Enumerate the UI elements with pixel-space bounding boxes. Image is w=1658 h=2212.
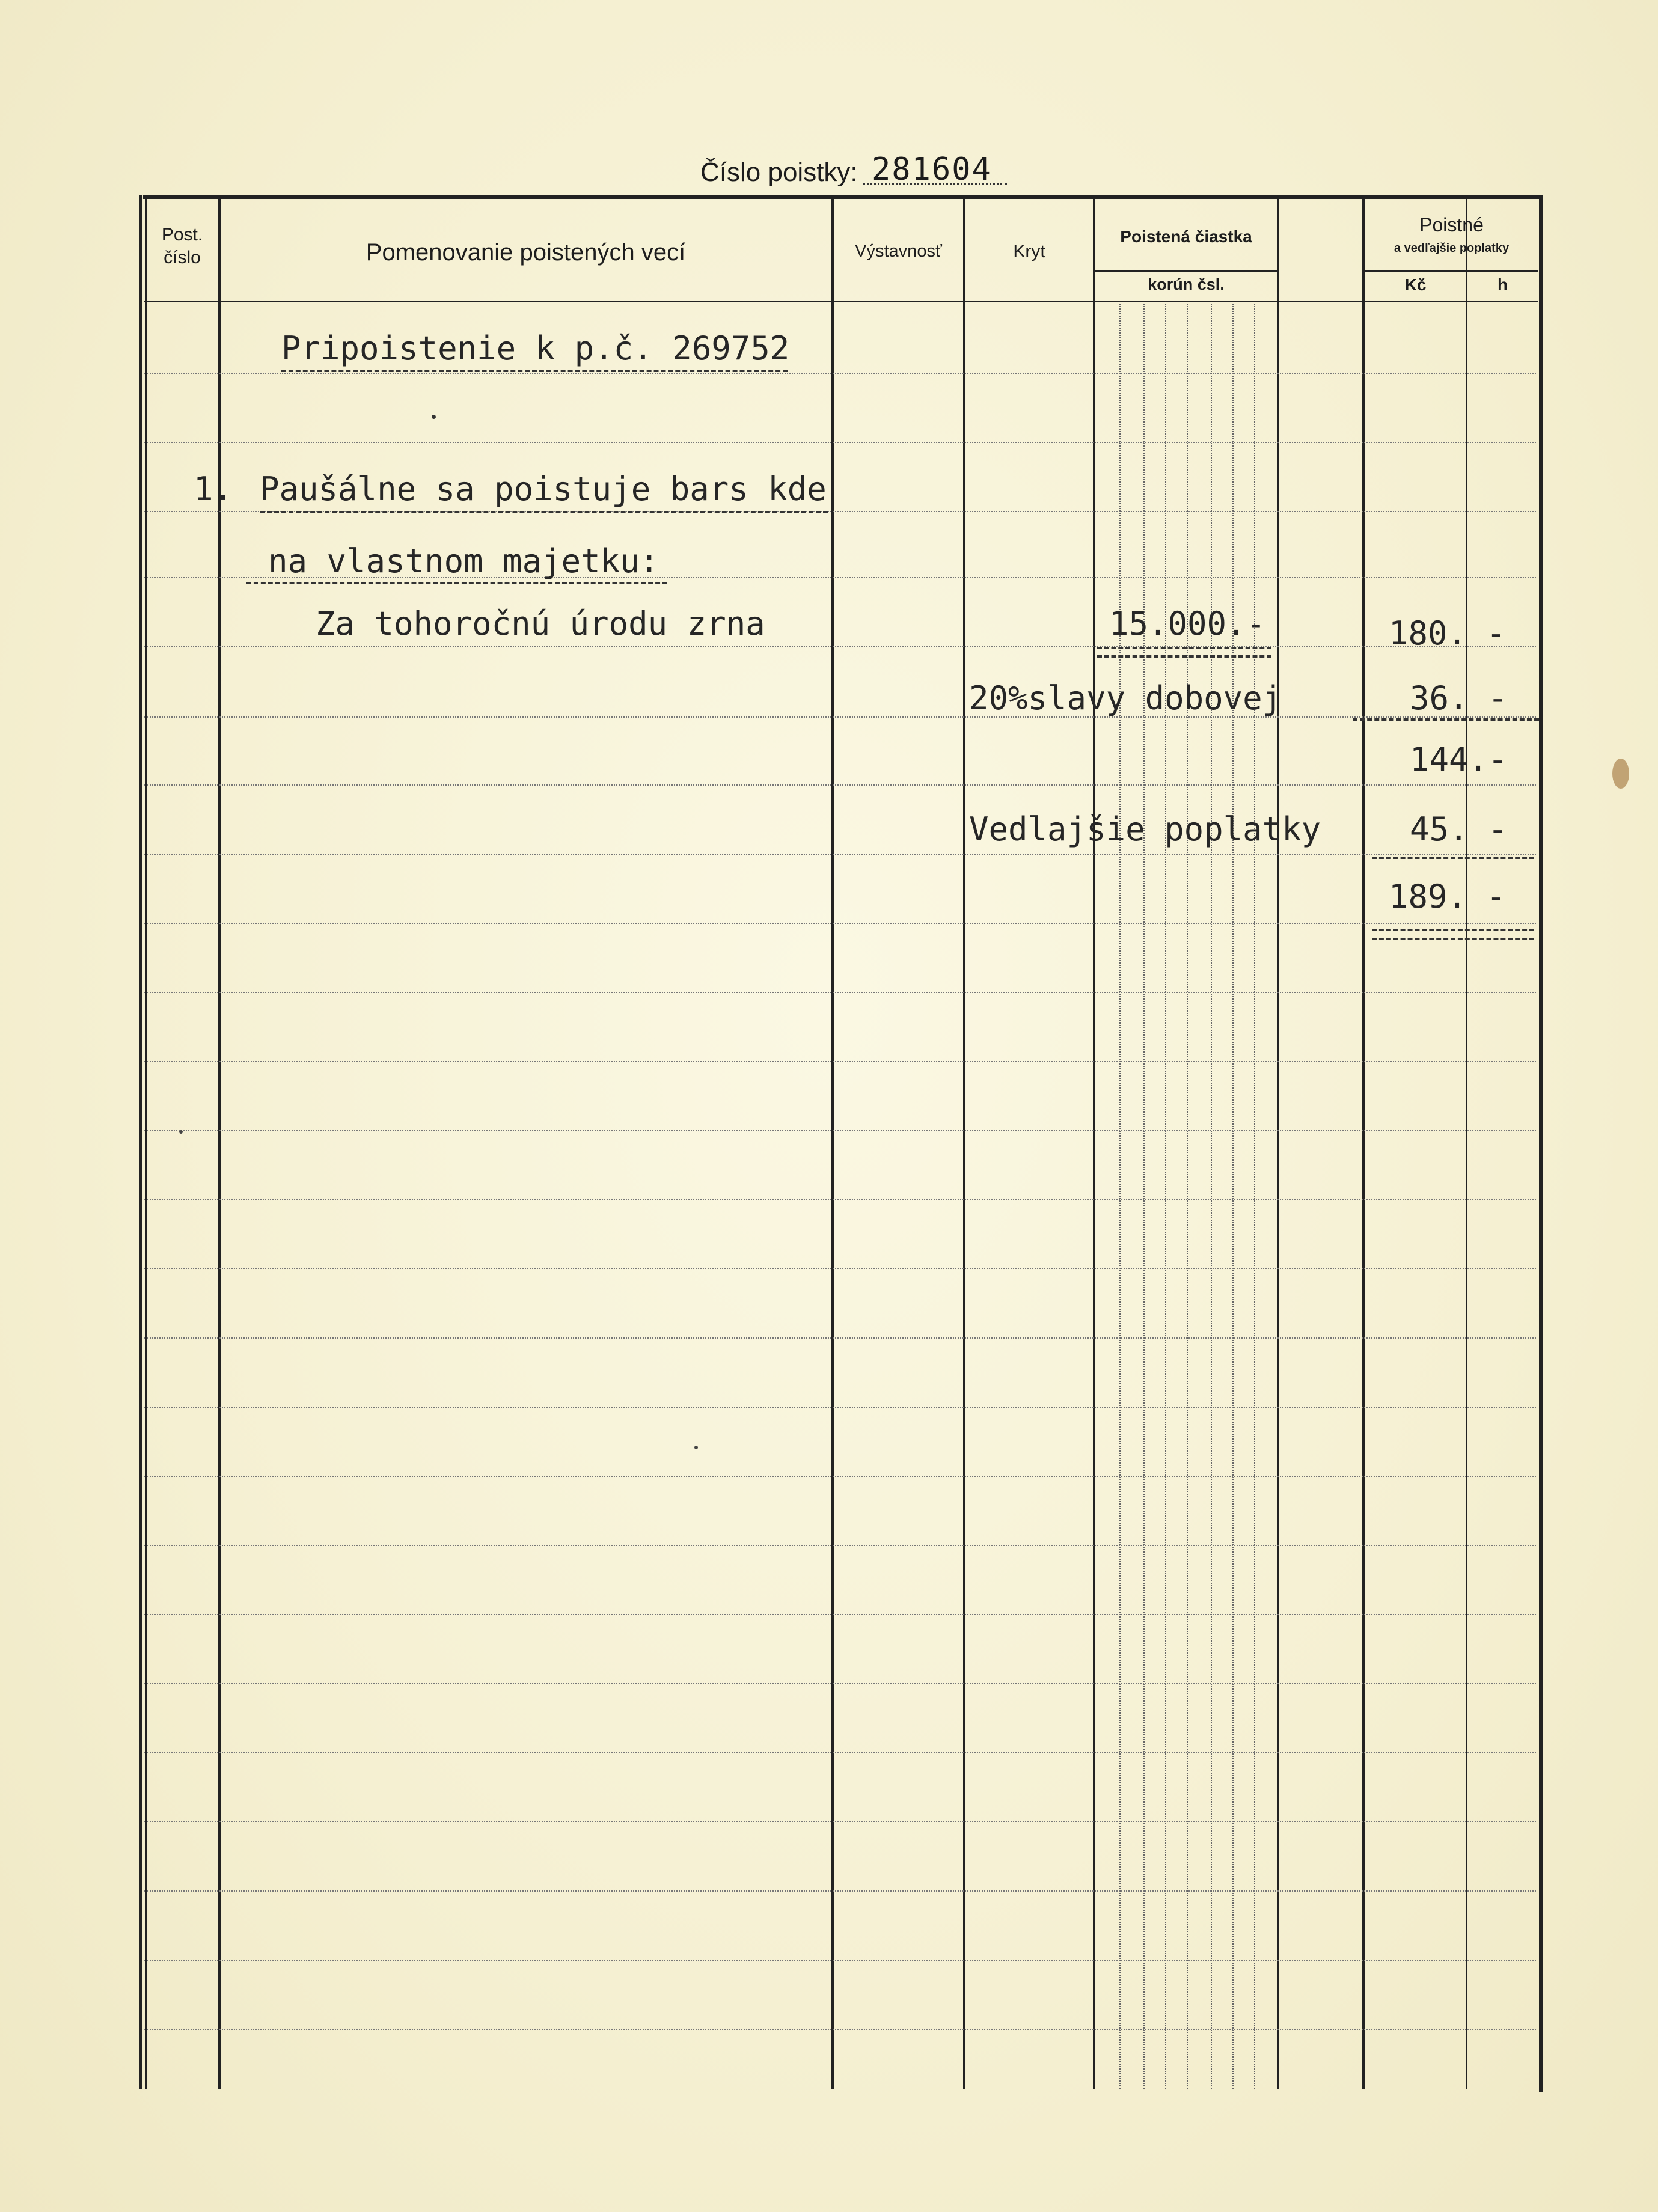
column-rule-blank (1362, 199, 1365, 2089)
ink-speck (432, 415, 436, 419)
premium-180: 180. - (1389, 614, 1507, 652)
column-rule-ciastka (1277, 199, 1279, 2089)
row-rule (144, 1890, 1536, 1892)
column-header-h: h (1497, 275, 1508, 294)
line-1-underline (260, 511, 828, 513)
row-rule (144, 923, 1536, 924)
row-rule (144, 1337, 1536, 1339)
policy-number-dotted-line (863, 183, 1007, 185)
poistne-subheader-rule (1363, 270, 1538, 272)
digit-grid-line (1119, 301, 1121, 2089)
row-rule (144, 646, 1536, 647)
column-header-kc: Kč (1404, 275, 1427, 294)
row-rule (144, 716, 1536, 718)
column-header-post-cislo: Post. číslo (161, 225, 203, 267)
title-underline (281, 370, 788, 372)
premium-45: 45. - (1410, 810, 1508, 848)
column-rule-kryt (1093, 199, 1095, 2089)
table-frame-left-double-rule (139, 195, 147, 2089)
column-header-pomenovanie: Pomenovanie poistených vecí (366, 239, 686, 266)
row-rule (144, 1960, 1536, 1961)
paper-stain (1612, 759, 1629, 789)
row-rule (144, 1130, 1536, 1131)
row-rule (144, 1407, 1536, 1408)
premium-36: 36. - (1410, 679, 1508, 717)
row-rule (144, 1545, 1536, 1546)
entry-line-2: na vlastnom majetku: (268, 542, 659, 580)
entry-line-3: Za tohoročnú úrodu zrna (316, 605, 765, 643)
digit-grid-line (1211, 301, 1212, 2089)
column-header-korun-csl: korún čsl. (1148, 275, 1225, 293)
digit-grid-line (1165, 301, 1166, 2089)
row-rule (144, 1821, 1536, 1822)
premium-total: 189. - (1389, 878, 1507, 915)
line-2-underline (246, 582, 667, 584)
subtraction-rule (1353, 718, 1539, 721)
row-rule (144, 2029, 1536, 2030)
total-double-underline (1372, 929, 1534, 931)
column-header-poistena-ciastka: Poistená čiastka (1120, 227, 1252, 246)
row-rule (144, 1683, 1536, 1684)
column-header-vedlajsie-poplatky: a vedľajšie poplatky (1393, 242, 1510, 255)
row-rule (144, 1061, 1536, 1062)
column-header-vystavnost: Výstavnosť (855, 242, 942, 261)
digit-grid-line (1232, 301, 1234, 2089)
row-rule (144, 992, 1536, 993)
digit-grid-line (1254, 301, 1255, 2089)
policy-number-value: 281604 (872, 151, 992, 188)
row-rule (144, 854, 1536, 855)
digit-grid-line (1187, 301, 1188, 2089)
digit-grid-line (1143, 301, 1145, 2089)
fees-label: Vedlajšie poplatky (969, 810, 1321, 848)
row-rule (144, 373, 1536, 374)
row-rule (144, 442, 1536, 443)
entry-title: Pripoistenie k p.č. 269752 (281, 329, 790, 367)
premium-144: 144.- (1410, 741, 1508, 778)
ink-speck (179, 1130, 183, 1134)
column-header-poistne: Poistné (1419, 214, 1484, 236)
entry-line-1: Paušálne sa poistuje bars kde (260, 470, 827, 508)
row-rule (144, 1199, 1536, 1200)
column-rule-vystavnost (963, 199, 965, 2089)
item-number: 1. (194, 470, 233, 508)
ciastka-subheader-rule (1094, 270, 1278, 272)
discount-label: 20%slavy dobovej (969, 679, 1282, 717)
addition-rule (1372, 857, 1534, 859)
ink-speck (694, 1446, 698, 1449)
column-rule-kc (1466, 199, 1467, 2089)
row-rule (144, 1752, 1536, 1753)
column-rule-pomenovanie (831, 199, 834, 2089)
sum-double-underline (1097, 655, 1271, 658)
row-rule (144, 1268, 1536, 1269)
row-rule (144, 784, 1536, 786)
row-rule (144, 1476, 1536, 1477)
column-header-kryt: Kryt (1013, 242, 1045, 261)
policy-number-label: Číslo poistky: (700, 157, 858, 187)
total-double-underline (1372, 938, 1534, 940)
header-bottom-rule (144, 301, 1538, 302)
sum-insured: 15.000.- (1109, 605, 1266, 643)
sum-double-underline (1097, 647, 1271, 649)
row-rule (144, 1614, 1536, 1615)
